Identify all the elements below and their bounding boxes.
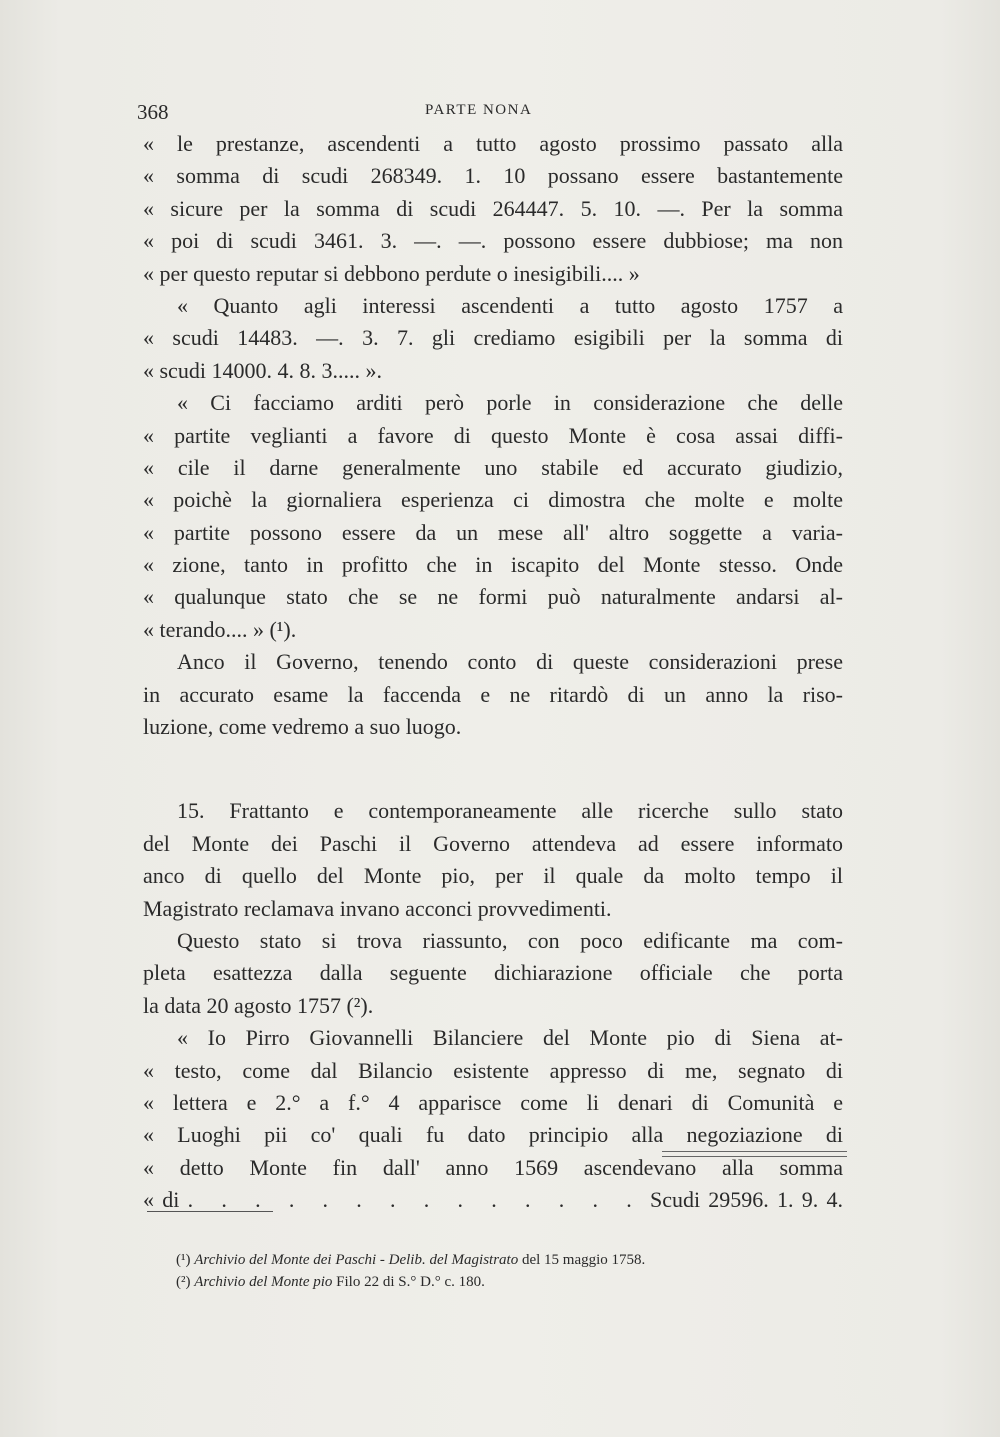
text-line: in accurato esame la faccenda e ne ritardò di un anno la riso-	[143, 681, 843, 707]
page-number: 368	[137, 100, 169, 124]
section-gap	[143, 743, 843, 795]
body-text	[143, 128, 843, 1217]
text-line: del Monte dei Paschi il Governo attendeva ad essere informato	[143, 830, 843, 856]
text-line: luzione, come vedremo a suo luogo.	[143, 714, 462, 740]
text-line: « poichè la giornaliera esperienza ci dimostra che molte e molte	[143, 487, 843, 513]
text-line: Magistrato reclamava invano acconci provvedimenti.	[143, 895, 612, 921]
text-line: anco di quello del Monte pio, per il quale da molto tempo il	[143, 863, 843, 889]
text-line: Anco il Governo, tenendo conto di queste considerazioni prese	[177, 649, 843, 675]
footnote	[176, 1271, 836, 1293]
text-line: « detto Monte fin dall' anno 1569 ascendevano alla somma	[143, 1154, 843, 1180]
text-line: « le prestanze, ascendenti a tutto agosto prossimo passato alla	[143, 131, 843, 156]
text-line: « sicure per la somma di scudi 264447. 5. 10. —. Per la somma	[143, 195, 843, 221]
text-line: « qualunque stato che se ne formi può naturalmente andarsi al-	[143, 584, 843, 610]
text-line: « testo, come dal Bilancio esistente appresso di me, segnato di	[143, 1057, 843, 1083]
text-line: « terando.... » (¹).	[143, 616, 297, 642]
text-line: « per questo reputar si debbono perdute o inesigibili.... »	[143, 260, 640, 286]
text-line: Questo stato si trova riassunto, con poco edificante ma com-	[177, 927, 843, 953]
footnote-mark: (²)	[176, 1274, 191, 1290]
footnote	[176, 1249, 836, 1271]
text-line: « partite possono essere da un mese all' altro soggette a varia-	[143, 519, 843, 545]
text-line: « scudi 14483. —. 3. 7. gli crediamo esigibili per la somma di	[143, 325, 843, 351]
running-head: PARTE NONA	[425, 102, 533, 118]
footnote-source: Archivio del Monte dei Paschi - Delib. del Magistrato	[194, 1252, 519, 1268]
text-line: « Luoghi pii co' quali fu dato principio alla negoziazione di	[143, 1122, 843, 1148]
text-line: la data 20 agosto 1757 (²).	[143, 992, 374, 1018]
text-line: « scudi 14000. 4. 8. 3..... ».	[143, 357, 382, 383]
footnote-text: del 15 maggio 1758.	[521, 1252, 646, 1268]
text-line: « poi di scudi 3461. 3. —. —. possono essere dubbiose; ma non	[143, 228, 843, 254]
footnotes	[176, 1249, 836, 1293]
page-header	[137, 100, 847, 130]
text-line: pleta esattezza dalla seguente dichiarazione officiale che porta	[143, 960, 843, 986]
text-line: « Ci facciamo arditi però porle in considerazione che delle	[177, 390, 843, 416]
sum-amount: Scudi 29596. 1. 9. 4.	[649, 1187, 844, 1213]
total-double-rule	[662, 1151, 847, 1157]
footnote-source: Archivio del Monte pio	[194, 1274, 333, 1290]
footnote-mark: (¹)	[176, 1252, 191, 1268]
text-line: « somma di scudi 268349. 1. 10 possano essere bastantemente	[143, 163, 843, 189]
footnote-text: Filo 22 di S.° D.° c. 180.	[336, 1274, 485, 1290]
text-line: « Io Pirro Giovannelli Bilanciere del Monte pio di Siena at-	[177, 1025, 843, 1051]
text-line: « zione, tanto in profitto che in iscapito del Monte stesso. Onde	[143, 552, 843, 578]
sum-prefix: « di	[143, 1187, 180, 1213]
text-line: « partite veglianti a favore di questo Monte è cosa assai diffi-	[143, 422, 843, 448]
text-line: « lettera e 2.° a f.° 4 apparisce come li denari di Comunità e	[143, 1089, 843, 1115]
text-line: « cile il darne generalmente uno stabile ed accurato giudizio,	[143, 454, 843, 480]
text-line: « Quanto agli interessi ascendenti a tutto agosto 1757 a	[177, 292, 843, 318]
text-line: 15. Frattanto e contemporaneamente alle ricerche sullo stato	[177, 798, 843, 824]
leader-dots: . . . . . . . . . . . . . .	[187, 1187, 642, 1213]
footnote-separator	[147, 1211, 273, 1212]
